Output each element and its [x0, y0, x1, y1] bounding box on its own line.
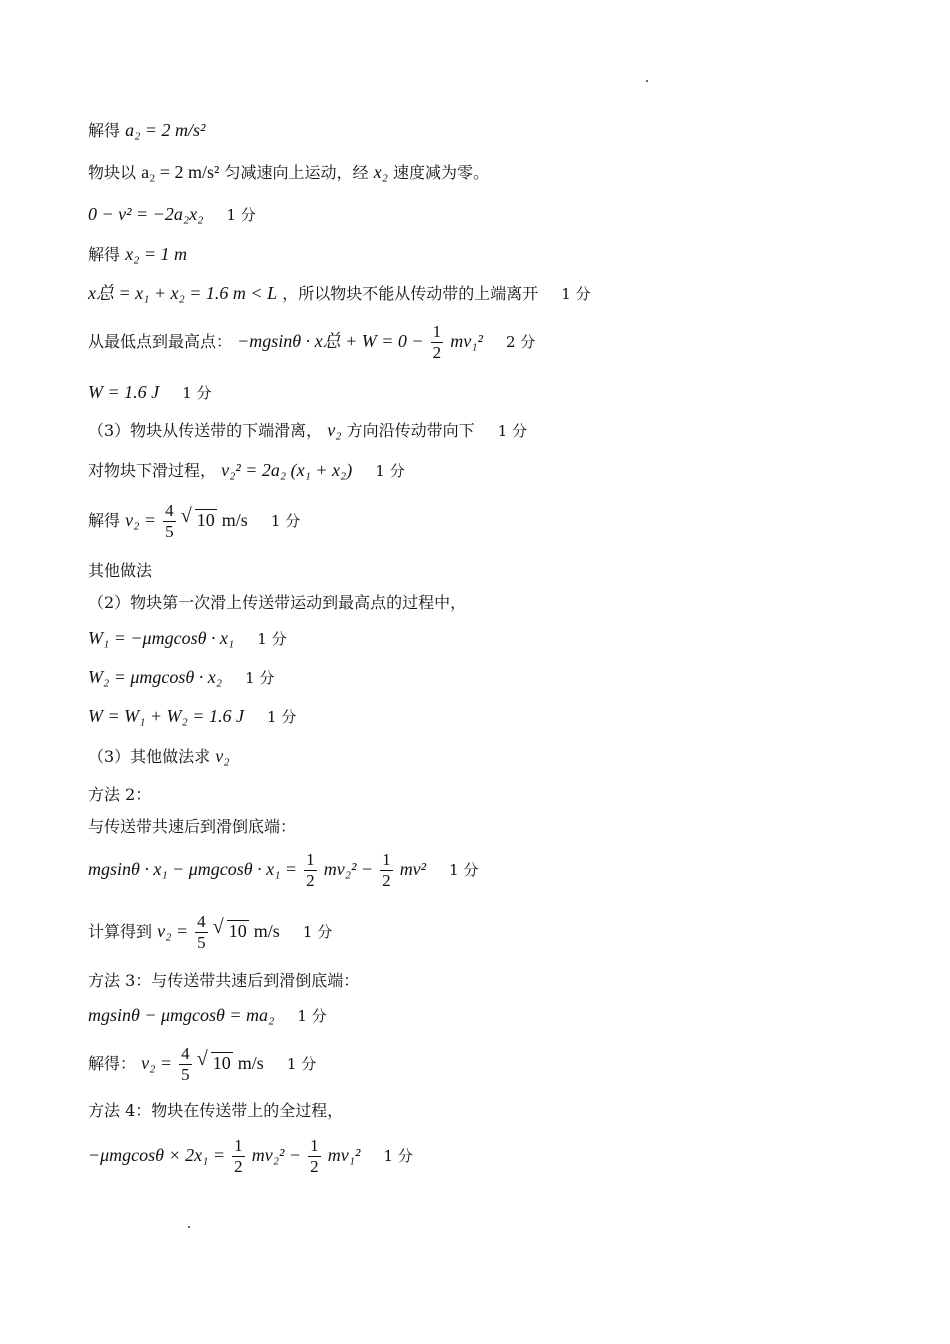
line-22	[88, 1004, 327, 1027]
line-2	[88, 161, 489, 184]
text: 方法 3：与传送带共速后到滑倒底端：	[88, 971, 360, 990]
score: 1 分	[297, 1007, 327, 1025]
unit: m/s	[221, 510, 248, 530]
unit: m/s	[253, 921, 280, 941]
formula: mv₂² −	[251, 1145, 302, 1165]
denominator: 5	[197, 933, 206, 952]
text: （3）物块从传送带的下端滑离，	[88, 421, 323, 440]
score: 1 分	[383, 1147, 413, 1165]
line-13	[88, 627, 287, 650]
numerator: 4	[181, 1044, 190, 1063]
text: 与传送带共速后到滑倒底端：	[88, 817, 297, 836]
line-1	[88, 119, 205, 142]
score: 1 分	[375, 462, 405, 480]
text: 匀减速向上运动，经	[224, 163, 369, 182]
line-15	[88, 705, 296, 728]
unit: m/s	[237, 1053, 264, 1073]
numerator: 4	[197, 912, 206, 931]
fraction	[431, 322, 444, 363]
line-5	[88, 282, 591, 305]
line-6	[88, 322, 535, 363]
formula: mv₂² −	[323, 859, 373, 879]
text: 物块以	[88, 163, 137, 182]
line-8	[88, 419, 527, 442]
text: ，所以物块不能从传动带的上端离开	[282, 284, 539, 303]
variable: v₂ =	[141, 1053, 173, 1073]
numerator: 1	[310, 1136, 319, 1155]
numerator: 1	[382, 850, 391, 869]
formula: v₂² = 2a₂ (x₁ + x₂)	[221, 460, 353, 480]
denominator: 5	[165, 522, 174, 541]
variable: v₂ =	[157, 921, 189, 941]
line-24	[88, 1100, 343, 1122]
variable: v₂	[215, 746, 230, 766]
score: 1 分	[226, 206, 256, 224]
score: 1 分	[449, 861, 479, 879]
text: 解得	[88, 245, 121, 264]
fraction	[308, 1136, 321, 1177]
text: 方向沿传动带向下	[346, 421, 475, 440]
line-9	[88, 459, 405, 482]
numerator: 1	[432, 322, 442, 341]
text: （2）物块第一次滑上传送带运动到最高点的过程中，	[88, 593, 467, 612]
variable: v₂	[327, 420, 342, 440]
denominator: 2	[432, 343, 442, 362]
radicand: 10	[228, 921, 247, 941]
score: 1 分	[286, 1055, 317, 1073]
score: 1 分	[182, 384, 212, 402]
text: 解得：	[88, 1054, 137, 1073]
formula: W = 1.6 J	[88, 382, 160, 402]
denominator: 5	[181, 1065, 190, 1084]
denominator: 2	[306, 871, 315, 890]
text: 速度减为零。	[392, 163, 489, 182]
formula: −mgsinθ · x总 + W = 0 −	[237, 331, 424, 351]
stray-dot-top	[646, 80, 648, 82]
square-root	[215, 920, 249, 942]
fraction	[163, 501, 176, 542]
fraction	[195, 912, 208, 953]
line-11	[88, 560, 152, 582]
numerator: 1	[234, 1136, 243, 1155]
variable: x₂	[373, 162, 388, 182]
fraction	[232, 1136, 245, 1177]
formula: W = W₁ + W₂ = 1.6 J	[88, 706, 244, 726]
formula: mv²	[399, 859, 427, 879]
numerator: 1	[306, 850, 315, 869]
square-root	[199, 1052, 233, 1074]
line-16	[88, 745, 230, 768]
formula: W₂ = μmgcosθ · x₂	[88, 667, 223, 687]
square-root	[183, 509, 217, 531]
fraction	[179, 1044, 192, 1085]
score: 1 分	[561, 285, 591, 303]
variable: v₂ =	[125, 510, 157, 530]
denominator: 2	[382, 871, 391, 890]
formula: mv₁²	[450, 331, 483, 351]
score: 1 分	[267, 708, 297, 726]
formula: x总 = x₁ + x₂ = 1.6 m < L	[88, 283, 278, 303]
text: 其他做法	[88, 561, 153, 580]
score: 1 分	[302, 923, 333, 941]
fraction	[380, 850, 393, 891]
text: 方法 2：	[88, 785, 152, 804]
score: 1 分	[257, 630, 287, 648]
denominator: 2	[234, 1157, 243, 1176]
line-14	[88, 666, 274, 689]
formula: x₂ = 1 m	[125, 244, 188, 264]
text: 方法 4：物块在传送带上的全过程，	[88, 1101, 344, 1120]
text: 从最低点到最高点：	[88, 332, 233, 351]
line-7	[88, 381, 212, 404]
formula: W₁ = −μmgcosθ · x₁	[88, 628, 235, 648]
stray-dot-bottom	[188, 1226, 190, 1228]
formula: mv₁²	[327, 1145, 361, 1165]
line-19	[88, 850, 478, 891]
line-12	[88, 592, 466, 614]
line-10	[88, 501, 300, 542]
line-23	[88, 1044, 316, 1085]
formula: 0 − v² = −2a₂x₂	[88, 204, 204, 224]
score: 1 分	[497, 422, 528, 440]
formula: mgsinθ − μmgcosθ = ma₂	[88, 1005, 275, 1025]
score: 1 分	[245, 669, 275, 687]
line-18	[88, 816, 296, 838]
formula: mgsinθ · x₁ − μmgcosθ · x₁ =	[88, 859, 298, 879]
formula: a₂ = 2 m/s²	[125, 120, 206, 140]
fraction	[304, 850, 317, 891]
formula: a₂ = 2 m/s²	[141, 162, 220, 182]
text: 解得	[88, 511, 121, 530]
score: 2 分	[505, 333, 536, 351]
numerator: 4	[165, 501, 174, 520]
formula: −μmgcosθ × 2x₁ =	[88, 1145, 226, 1165]
score: 1 分	[270, 512, 301, 530]
line-21	[88, 970, 359, 992]
line-17	[88, 784, 151, 806]
radicand: 10	[196, 510, 215, 530]
line-25	[88, 1136, 413, 1177]
denominator: 2	[310, 1157, 319, 1176]
text: 解得	[88, 121, 121, 140]
radicand: 10	[212, 1053, 231, 1073]
line-20	[88, 912, 332, 953]
text: 计算得到	[88, 922, 153, 941]
line-4	[88, 243, 187, 266]
text: （3）其他做法求	[88, 747, 211, 766]
text: 对物块下滑过程，	[88, 461, 217, 480]
line-3	[88, 203, 256, 226]
